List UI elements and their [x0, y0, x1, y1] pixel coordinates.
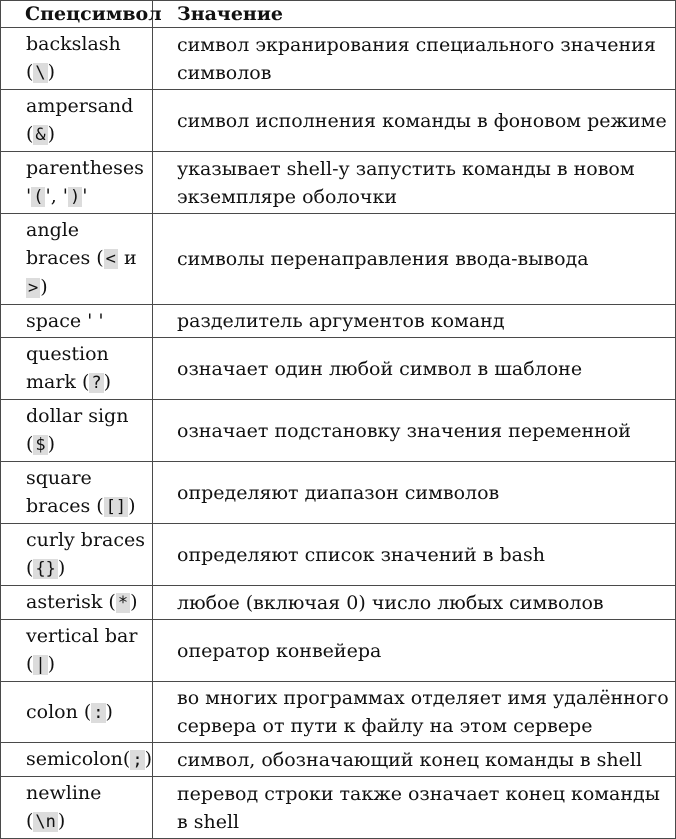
table-row	[1, 214, 676, 305]
symbol-code: )	[70, 187, 81, 207]
symbol-cell: curly braces ( {} )	[1, 524, 153, 586]
table-row	[1, 620, 676, 682]
symbol-cell: semicolon( ; )	[1, 743, 153, 777]
meaning-cell: разделитель аргументов команд	[153, 305, 676, 338]
symbol-cell: vertical bar ( | )	[1, 620, 153, 682]
header-meaning: Значение	[153, 1, 676, 28]
table-row	[1, 305, 676, 338]
table-row	[1, 90, 676, 152]
meaning-cell: во многих программах отделяет имя удалённого сервера от пути к файлу на этом сервере	[153, 682, 676, 743]
symbol-code: ;	[132, 750, 143, 770]
meaning-cell: любое (включая 0) число любых символов	[153, 586, 676, 620]
meaning-cell: символ экранирования специального значения символов	[153, 28, 676, 90]
symbol-code: *	[117, 593, 129, 613]
meaning-cell: определяют список значений в bash	[153, 524, 676, 586]
table-row	[1, 338, 676, 400]
symbol-code: \	[35, 63, 46, 83]
symbol-code: >	[28, 278, 39, 298]
symbol-code: <	[105, 249, 116, 269]
symbol-cell: ampersand ( & )	[1, 90, 153, 152]
table-row	[1, 152, 676, 214]
table-row	[1, 682, 676, 743]
table-row	[1, 462, 676, 524]
symbol-cell: colon ( : )	[1, 682, 153, 743]
header-special-char: Спецсимвол	[1, 1, 153, 28]
table-row	[1, 400, 676, 462]
symbol-cell: square braces ( [] )	[1, 462, 153, 524]
meaning-cell: означает подстановку значения переменной	[153, 400, 676, 462]
meaning-cell: символ, обозначающий конец команды в shell	[153, 743, 676, 777]
table-row	[1, 524, 676, 586]
meaning-cell: определяют диапазон символов	[153, 462, 676, 524]
table-header-row	[1, 1, 676, 28]
symbol-code: $	[35, 435, 46, 455]
symbol-cell: backslash ( \ )	[1, 28, 153, 90]
symbol-code: ?	[91, 373, 102, 393]
symbol-cell: parentheses ' ( ', ' ) '	[1, 152, 153, 214]
symbol-code: []	[105, 497, 127, 517]
symbol-code: \n	[35, 812, 56, 832]
symbol-cell: space ' '	[1, 305, 153, 338]
symbol-cell: asterisk ( * )	[1, 586, 153, 620]
symbol-code: &	[35, 125, 46, 145]
table-row	[1, 586, 676, 620]
meaning-cell: указывает shell-у запустить команды в новом экземпляре оболочки	[153, 152, 676, 214]
meaning-cell: оператор конвейера	[153, 620, 676, 682]
table-row	[1, 777, 676, 839]
meaning-cell: перевод строки также означает конец команды в shell	[153, 777, 676, 839]
table-row	[1, 28, 676, 90]
symbol-cell: dollar sign ( $ )	[1, 400, 153, 462]
symbol-cell: angle braces ( < и > )	[1, 214, 153, 305]
table-row	[1, 743, 676, 777]
symbol-cell: question mark ( ? )	[1, 338, 153, 400]
symbol-cell: newline ( \n )	[1, 777, 153, 839]
symbol-code: (	[33, 187, 44, 207]
symbol-code: {}	[35, 559, 56, 579]
symbol-code: :	[93, 702, 104, 723]
meaning-cell: означает один любой символ в шаблоне	[153, 338, 676, 400]
symbol-code: |	[35, 655, 46, 675]
meaning-cell: символ исполнения команды в фоновом режиме	[153, 90, 676, 152]
meaning-cell: символы перенаправления ввода-вывода	[153, 214, 676, 305]
